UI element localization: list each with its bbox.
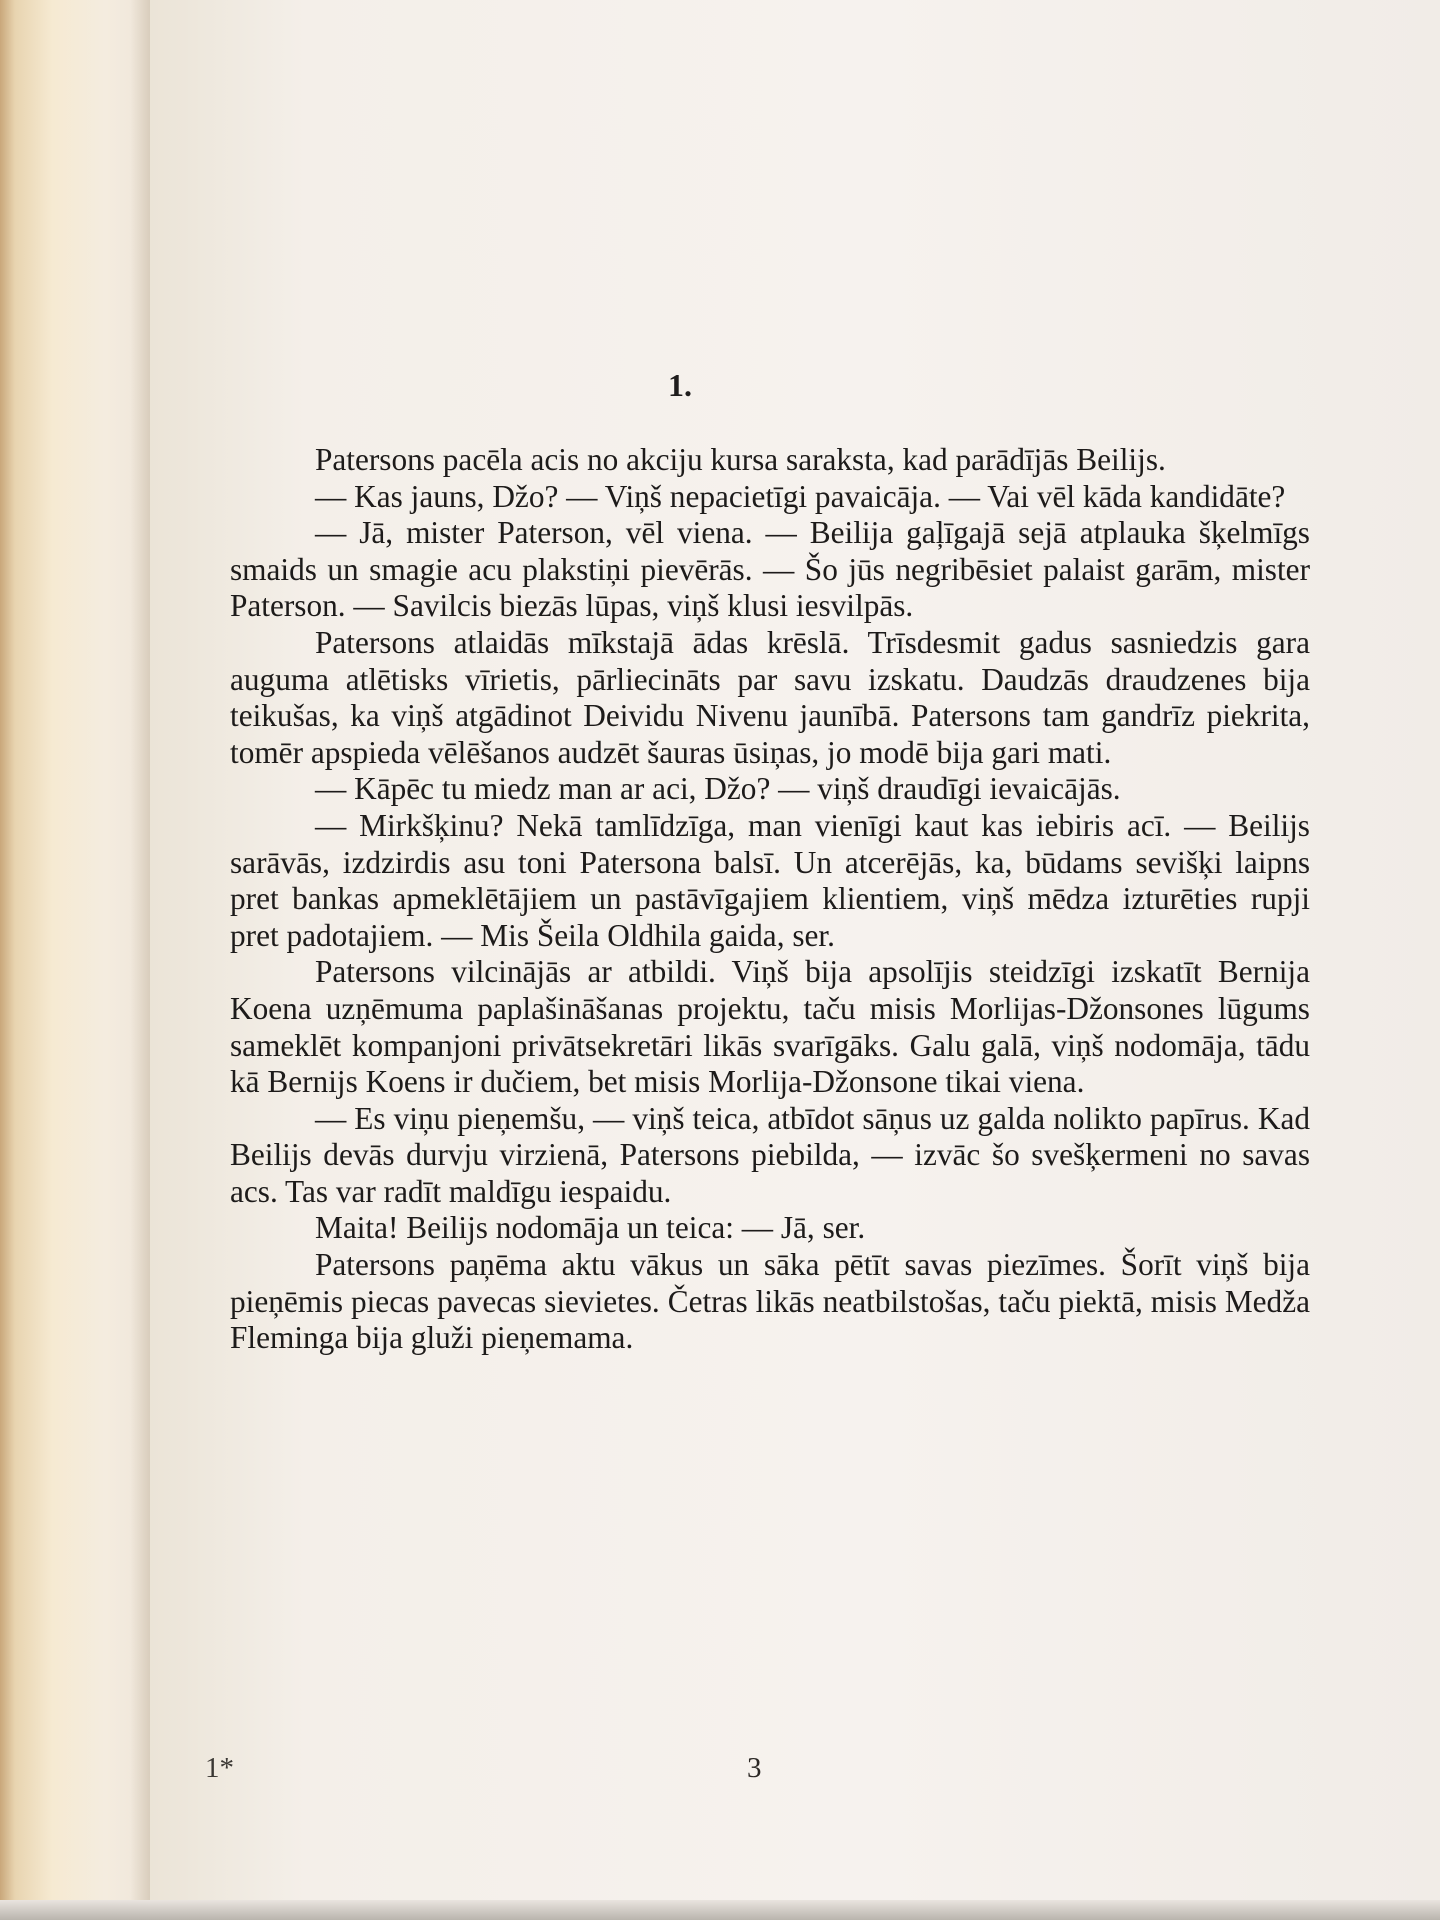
paragraph: — Es viņu pieņemšu, — viņš teica, atbīdot sāņus uz galda nolikto papīrus. Kad Beilijs devās durvju virzienā, Patersons piebilda, — izvāc šo svešķermeni no savas acs. Tas var radīt maldīgu iespaidu.: [230, 1100, 1310, 1209]
paragraph: Patersons pacēla acis no akciju kursa saraksta, kad parādījās Beilijs.: [315, 442, 1166, 477]
signature-mark: 1*: [205, 1752, 234, 1784]
page-bottom-edge: [0, 1900, 1440, 1920]
previous-page-edge: [0, 0, 150, 1920]
paragraph: — Mirkšķinu? Nekā tamlīdzīga, man vienīgi kaut kas iebiris acī. — Beilijs sarāvās, izdzirdis asu toni Patersona balsī. Un atcerējās, ka, būdams sevišķi laipns pret bankas apmeklētājiem un pastāvīgajiem klientiem, viņš mēdza izturēties rupji pret padotajiem. — Mis Šeila Oldhila gaida, ser.: [230, 807, 1310, 953]
paragraph: Patersons atlaidās mīkstajā ādas krēslā. Trīsdesmit gadus sasniedzis gara auguma atlētisks vīrietis, pārliecināts par savu izskatu. Daudzās draudzenes bija teikušas, ka viņš atgādinot Deividu Nivenu jaunībā. Patersons tam gandrīz piekrita, tomēr apspieda vēlēšanos audzēt šauras ūsiņas, jo modē bija gari mati.: [230, 624, 1310, 770]
body-text: [230, 442, 1310, 1357]
paragraph: — Kas jauns, Džo? — Viņš nepacietīgi pavaicāja. — Vai vēl kāda kandidāte?: [315, 478, 1286, 514]
paragraph: Patersons vilcinājās ar atbildi. Viņš bija apsolījis steidzīgi izskatīt Bernija Koena uzņēmuma paplašināšanas projektu, taču misis Morlijas-Džonsones lūgums sameklēt kompanjoni privātsekretāri likās svarīgāks. Galu galā, viņš nodomāja, tādu kā Bernijs Koens ir dučiem, bet misis Morlija-Džonsone tikai viena.: [230, 954, 1310, 1100]
page-number: 3: [747, 1752, 762, 1784]
chapter-heading: 1.: [668, 367, 692, 403]
paragraph: — Jā, mister Paterson, vēl viena. — Beilija gaļīgajā sejā atplauka šķelmīgs smaids un smagie acu plakstiņi pievērās. — Šo jūs negribēsiet palaist garām, mister Paterson. — Savilcis biezās lūpas, viņš klusi iesvilpās.: [230, 515, 1310, 624]
paragraph: — Kāpēc tu miedz man ar aci, Džo? — viņš draudīgi ievaicājās.: [315, 771, 1121, 807]
paragraph: Patersons paņēma aktu vākus un sāka pētīt savas piezīmes. Šorīt viņš bija pieņēmis piecas pavecas sievietes. Četras likās neatbilstošas, taču piektā, misis Medža Fleminga bija gluži pieņemama.: [230, 1247, 1310, 1356]
paragraph: Maita! Beilijs nodomāja un teica: — Jā, ser.: [315, 1210, 866, 1246]
